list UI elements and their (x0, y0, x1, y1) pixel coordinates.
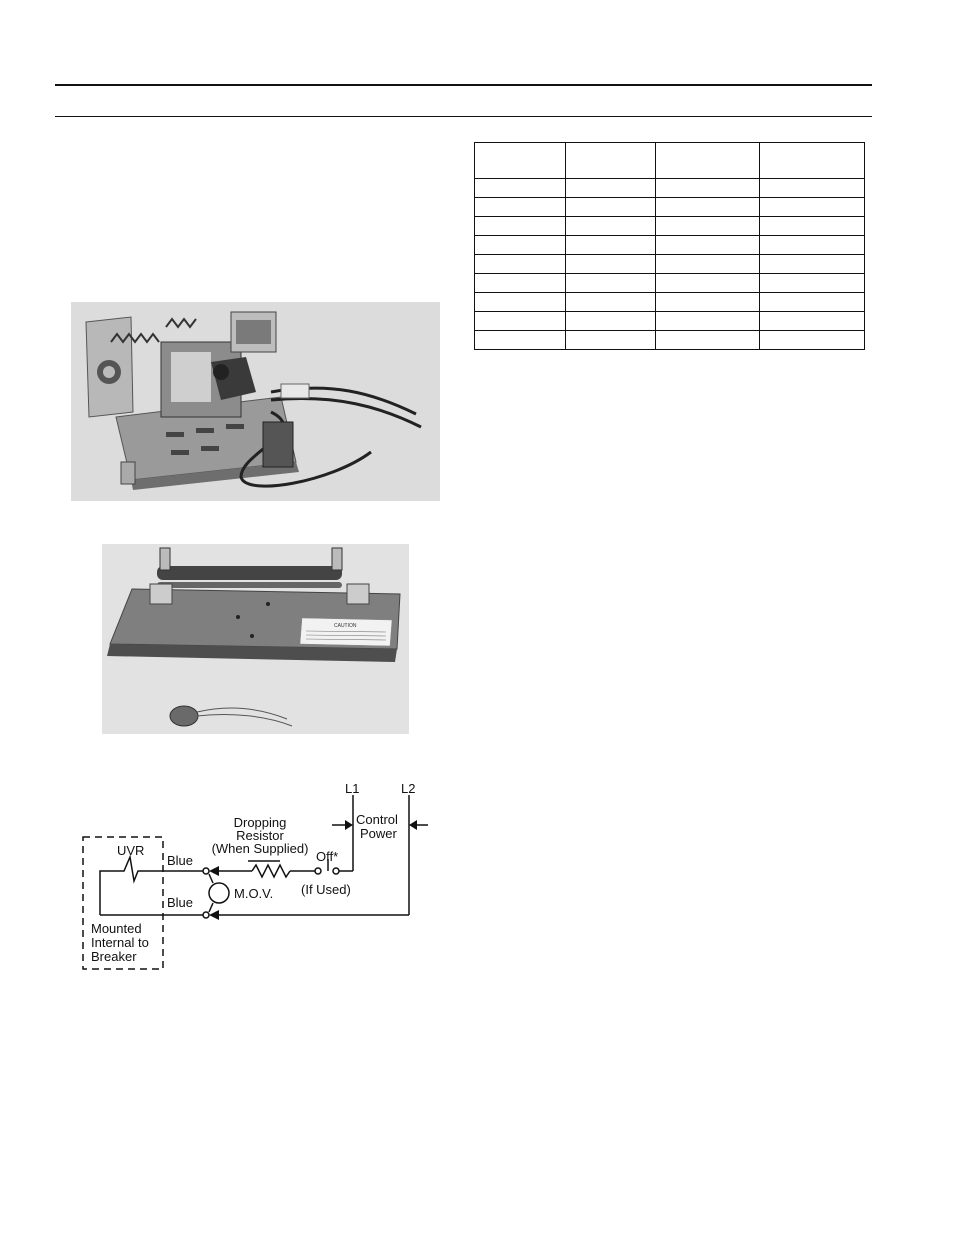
caution-plate-text: CAUTION (334, 623, 357, 629)
table-cell (566, 236, 656, 255)
table-row (475, 236, 865, 255)
table-cell (760, 198, 865, 217)
table-cell (475, 236, 566, 255)
table-cell (566, 179, 656, 198)
table-cell (656, 236, 760, 255)
table-cell (760, 274, 865, 293)
switch-note: (If Used) (301, 882, 351, 897)
wire-bottom-label: Blue (167, 895, 194, 910)
switch-label: Off* (316, 849, 339, 864)
mount-label-line2: Internal to (91, 935, 149, 950)
resistor-label-line2: Resistor (236, 828, 284, 843)
table-cell (475, 293, 566, 312)
table-cell (656, 198, 760, 217)
table-cell (760, 255, 865, 274)
spec-table (474, 142, 865, 350)
control-label-line1: Control (356, 812, 398, 827)
mov-label: M.O.V. (234, 886, 274, 901)
dropping-resistor (252, 865, 290, 877)
table-cell (475, 179, 566, 198)
table-cell (760, 331, 865, 350)
table-cell (566, 293, 656, 312)
table-cell (475, 274, 566, 293)
dropping-resistor-and-mov-photo (102, 544, 409, 734)
wire-top-label: Blue (167, 853, 194, 868)
table-cell (566, 331, 656, 350)
mount-label-line3: Breaker (91, 949, 137, 964)
table-cell (566, 217, 656, 236)
table-cell (566, 255, 656, 274)
uvr-label: UVR (117, 843, 145, 858)
table-cell (656, 293, 760, 312)
table-row (475, 312, 865, 331)
table-row (475, 179, 865, 198)
l2-label: L2 (401, 781, 416, 796)
table-cell (566, 143, 656, 179)
table-row (475, 217, 865, 236)
table-row (475, 331, 865, 350)
table-row (475, 198, 865, 217)
terminal-bottom (203, 912, 209, 918)
table-cell (475, 217, 566, 236)
table-cell (760, 312, 865, 331)
table-cell (475, 312, 566, 331)
table-row (475, 293, 865, 312)
table-cell (760, 179, 865, 198)
uvr-mechanism-illustration (71, 302, 440, 501)
table-cell (566, 198, 656, 217)
table-row (475, 255, 865, 274)
resistor-plate-illustration (102, 544, 409, 734)
table-cell (656, 331, 760, 350)
mov-symbol (209, 883, 229, 903)
undervoltage-release-device-photo (71, 302, 440, 501)
table-cell (760, 236, 865, 255)
table-cell (656, 179, 760, 198)
table-cell (656, 274, 760, 293)
table-cell (760, 217, 865, 236)
table-cell (475, 198, 566, 217)
table-cell (566, 274, 656, 293)
table-cell (475, 255, 566, 274)
control-label-line2: Power (360, 826, 397, 841)
switch-contact-right (333, 868, 339, 874)
table-cell (656, 217, 760, 236)
switch-contact-left (315, 868, 321, 874)
table-cell (475, 331, 566, 350)
table-header-row (475, 143, 865, 179)
resistor-label-line1: Dropping (233, 815, 287, 830)
mount-label-line1: Mounted (91, 921, 142, 936)
header-rule-top (55, 84, 872, 86)
table-cell (656, 255, 760, 274)
table-cell (566, 312, 656, 331)
l1-label: L1 (345, 781, 360, 796)
table-cell (760, 293, 865, 312)
resistor-label-line3: (When Supplied) (211, 841, 309, 856)
terminal-top (203, 868, 209, 874)
table-cell (760, 143, 865, 179)
header-rule-bottom (55, 116, 872, 117)
table-cell (656, 312, 760, 331)
table-row (475, 274, 865, 293)
table-cell (656, 143, 760, 179)
table-cell (475, 143, 566, 179)
uvr-wiring-diagram (70, 775, 440, 975)
